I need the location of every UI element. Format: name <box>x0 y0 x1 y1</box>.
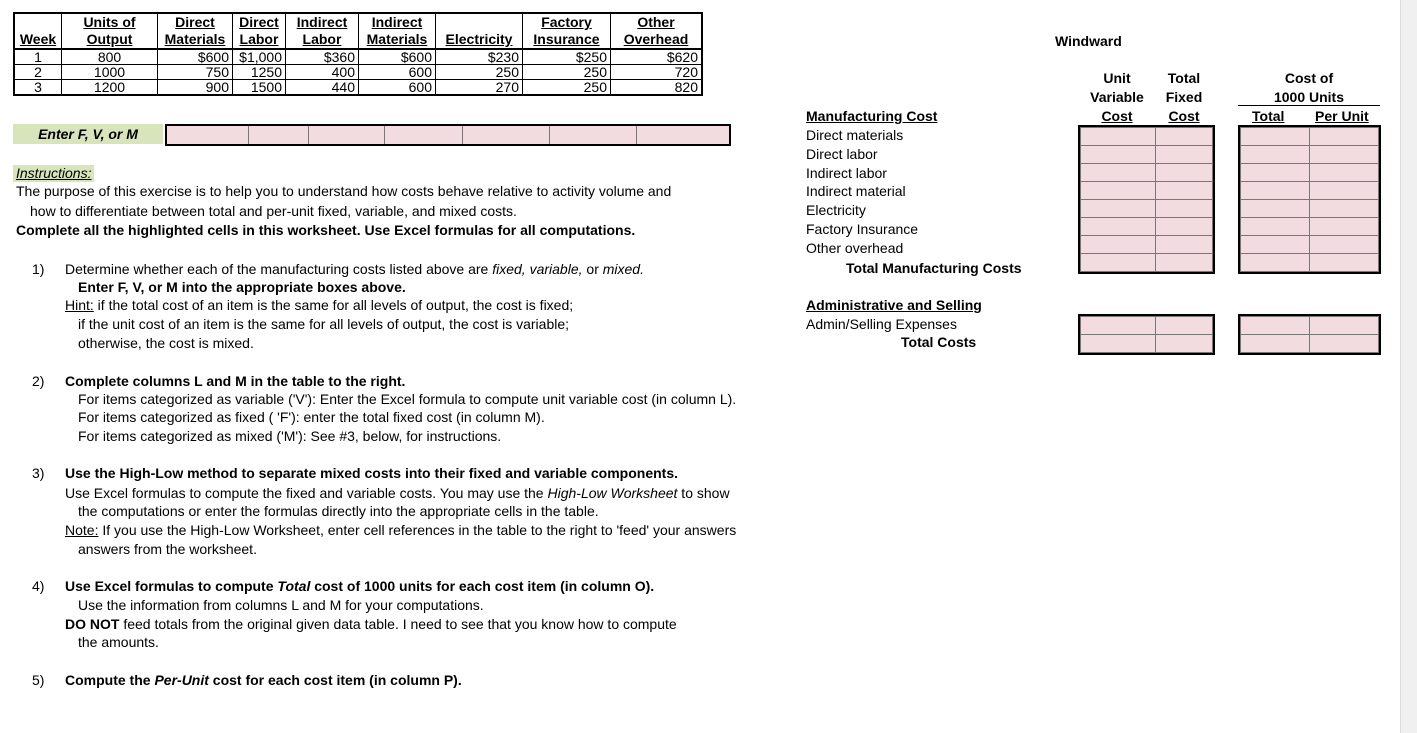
table-cell[interactable]: 800 <box>62 49 158 65</box>
input-cell[interactable] <box>1241 146 1310 164</box>
fvm-input-cell[interactable] <box>248 126 308 144</box>
cost-item-label: Indirect labor <box>806 165 887 181</box>
header-cell: Insurance <box>523 31 611 49</box>
input-cell[interactable] <box>1081 335 1156 353</box>
cost-item-label: Electricity <box>806 202 866 218</box>
unit-variable-header: Unit Variable Cost <box>1090 70 1144 124</box>
header-cell <box>436 13 523 31</box>
fvm-input-cell[interactable] <box>549 126 636 144</box>
intro-text: Complete all the highlighted cells in this worksheet. Use Excel formulas for all computations. <box>16 222 636 238</box>
step-text: Compute the Per-Unit cost for each cost item (in column P). <box>65 672 462 688</box>
header-cell: Other <box>611 13 703 31</box>
step-text: Hint: if the total cost of an item is the same for all levels of output, the cost is fixed; <box>65 297 574 313</box>
input-cell[interactable] <box>1156 182 1213 200</box>
input-cell[interactable] <box>1241 182 1310 200</box>
fvm-input-cell[interactable] <box>167 126 248 144</box>
step-text: answers from the worksheet. <box>78 541 257 557</box>
step-number: 5) <box>32 672 45 688</box>
table-cell[interactable]: 400 <box>286 65 359 80</box>
table-cell[interactable]: 820 <box>611 80 703 96</box>
input-cell[interactable] <box>1156 236 1213 254</box>
cost-1000-units-grid <box>1238 125 1381 274</box>
table-cell[interactable]: 270 <box>436 80 523 96</box>
step-text: Determine whether each of the manufacturing costs listed above are fixed, variable, or mixed. <box>65 261 644 277</box>
header-cell: Output <box>62 31 158 49</box>
input-cell[interactable] <box>1156 335 1213 353</box>
header-cell: Indirect <box>359 13 436 31</box>
cost-item-label: Indirect material <box>806 183 906 199</box>
input-cell[interactable] <box>1241 200 1310 218</box>
fvm-input-cell[interactable] <box>384 126 462 144</box>
header-cell: Factory <box>523 13 611 31</box>
input-cell[interactable] <box>1310 335 1379 353</box>
table-cell[interactable]: 720 <box>611 65 703 80</box>
table-cell[interactable]: $600 <box>359 49 436 65</box>
input-cell[interactable] <box>1310 218 1379 236</box>
step-number: 4) <box>32 578 45 594</box>
step-text: For items categorized as mixed ('M'): See #3, below, for instructions. <box>78 428 502 444</box>
input-cell[interactable] <box>1241 317 1310 335</box>
table-cell[interactable]: 1250 <box>233 65 286 80</box>
input-cell[interactable] <box>1156 200 1213 218</box>
step-text: Use the High-Low method to separate mixed costs into their fixed and variable components. <box>65 465 678 481</box>
header-cell: Direct <box>158 13 233 31</box>
input-cell[interactable] <box>1241 218 1310 236</box>
step-text: For items categorized as fixed ( 'F'): enter the total fixed cost (in column M). <box>78 409 545 425</box>
header-cell: Labor <box>233 31 286 49</box>
table-cell[interactable]: 1000 <box>62 65 158 80</box>
input-cell[interactable] <box>1310 164 1379 182</box>
table-cell[interactable]: $620 <box>611 49 703 65</box>
input-cell[interactable] <box>1241 335 1310 353</box>
table-cell[interactable]: 750 <box>158 65 233 80</box>
cost-of-header: Cost of 1000 Units <box>1273 70 1345 105</box>
fvm-label: Enter F, V, or M <box>13 124 163 144</box>
header-cell: Direct <box>233 13 286 31</box>
total-fixed-header: Total Fixed Cost <box>1165 70 1203 124</box>
table-cell[interactable]: 600 <box>359 80 436 96</box>
input-cell[interactable] <box>1241 128 1310 146</box>
input-cell[interactable] <box>1310 182 1379 200</box>
table-cell[interactable]: 3 <box>14 80 62 96</box>
instructions-label: Instructions: <box>13 165 94 182</box>
cost-item-label: Other overhead <box>806 240 904 256</box>
table-cell[interactable]: 1500 <box>233 80 286 96</box>
table-cell[interactable]: $360 <box>286 49 359 65</box>
table-cell[interactable]: $1,000 <box>233 49 286 65</box>
total-costs-label: Total Costs <box>901 334 977 350</box>
input-cell[interactable] <box>1081 254 1156 272</box>
unit-variable-fixed-grid <box>1078 125 1215 274</box>
cost-item-label: Factory Insurance <box>806 221 919 237</box>
step-text: Use Excel formulas to compute the fixed and variable costs. You may use the High-Low Worksheet to show <box>65 485 730 501</box>
manufacturing-cost-heading: Manufacturing Cost <box>806 108 938 124</box>
input-cell[interactable] <box>1310 128 1379 146</box>
input-cell[interactable] <box>1310 200 1379 218</box>
step-text: Complete columns L and M in the table to the right. <box>65 373 406 389</box>
step-text: the amounts. <box>78 634 159 650</box>
step-text: Note: If you use the High-Low Worksheet, enter cell references in the table to the right to 'feed' your answers <box>65 522 737 538</box>
step-text: Enter F, V, or M into the appropriate boxes above. <box>78 279 406 295</box>
input-cell[interactable] <box>1156 254 1213 272</box>
header-cell: Week <box>14 31 62 49</box>
input-cell[interactable] <box>1310 236 1379 254</box>
admin-unit-fixed-grid <box>1078 314 1215 355</box>
input-cell[interactable] <box>1081 218 1156 236</box>
header-cell: Units of <box>62 13 158 31</box>
table-cell[interactable]: 250 <box>523 80 611 96</box>
intro-text: The purpose of this exercise is to help you to understand how costs behave relative to activity volume and <box>16 183 672 199</box>
vertical-scrollbar[interactable] <box>1400 0 1417 733</box>
input-cell[interactable] <box>1081 128 1156 146</box>
table-cell[interactable]: $230 <box>436 49 523 65</box>
intro-text: how to differentiate between total and per-unit fixed, variable, and mixed costs. <box>30 203 517 219</box>
step-number: 2) <box>32 373 45 389</box>
cost-item-label: Admin/Selling Expenses <box>806 316 957 332</box>
input-cell[interactable] <box>1241 236 1310 254</box>
input-cell[interactable] <box>1156 164 1213 182</box>
per-unit-header: Per Unit <box>1315 108 1369 124</box>
table-cell[interactable]: 250 <box>523 65 611 80</box>
step-text: otherwise, the cost is mixed. <box>78 335 254 351</box>
input-cell[interactable] <box>1081 164 1156 182</box>
fvm-input-cell[interactable] <box>636 126 729 144</box>
table-row <box>14 65 702 80</box>
input-cell[interactable] <box>1156 317 1213 335</box>
input-cell[interactable] <box>1081 236 1156 254</box>
table-cell[interactable]: $250 <box>523 49 611 65</box>
table-cell[interactable]: 600 <box>359 65 436 80</box>
input-cell[interactable] <box>1081 317 1156 335</box>
step-text: DO NOT feed totals from the original given data table. I need to see that you know how to compute <box>65 616 677 632</box>
table-cell[interactable]: 250 <box>436 65 523 80</box>
step-text: For items categorized as variable ('V'): Enter the Excel formula to compute unit variable cost (in column L). <box>78 391 737 407</box>
table-cell[interactable]: 2 <box>14 65 62 80</box>
input-cell[interactable] <box>1081 200 1156 218</box>
step-text: if the unit cost of an item is the same for all levels of output, the cost is variable; <box>78 316 570 332</box>
cost-item-label: Direct labor <box>806 146 878 162</box>
header-cell: Indirect <box>286 13 359 31</box>
fvm-input-cell[interactable] <box>308 126 384 144</box>
table-cell[interactable]: 900 <box>158 80 233 96</box>
table-cell[interactable]: $600 <box>158 49 233 65</box>
table-cell[interactable]: 1 <box>14 49 62 65</box>
input-cell[interactable] <box>1241 164 1310 182</box>
step-number: 1) <box>32 261 45 277</box>
table-cell[interactable]: 440 <box>286 80 359 96</box>
header-cell: Electricity <box>436 31 523 49</box>
input-cell[interactable] <box>1081 146 1156 164</box>
header-cell <box>14 13 62 31</box>
input-cell[interactable] <box>1241 254 1310 272</box>
input-cell[interactable] <box>1156 146 1213 164</box>
header-cell: Materials <box>359 31 436 49</box>
fvm-input-row <box>165 124 731 146</box>
input-cell[interactable] <box>1081 182 1156 200</box>
company-name: Windward <box>1055 33 1122 49</box>
admin-cost-1000-grid <box>1238 314 1381 355</box>
header-cell: Materials <box>158 31 233 49</box>
admin-selling-heading: Administrative and Selling <box>806 297 982 313</box>
total-manufacturing-label: Total Manufacturing Costs <box>846 260 1022 276</box>
input-cell[interactable] <box>1310 317 1379 335</box>
cost-item-label: Direct materials <box>806 127 904 143</box>
table-row <box>14 80 702 96</box>
table-row <box>14 49 702 65</box>
step-text: the computations or enter the formulas directly into the appropriate cells in the table. <box>78 503 599 519</box>
step-text: Use Excel formulas to compute Total cost of 1000 units for each cost item (in column O). <box>65 578 655 594</box>
input-cell[interactable] <box>1156 218 1213 236</box>
total-header: Total <box>1252 108 1285 124</box>
table-cell[interactable]: 1200 <box>62 80 158 96</box>
input-cell[interactable] <box>1310 254 1379 272</box>
cost-data-table <box>13 12 703 96</box>
step-number: 3) <box>32 465 45 481</box>
fvm-input-cell[interactable] <box>462 126 549 144</box>
divider <box>1238 105 1380 106</box>
step-text: Use the information from columns L and M for your computations. <box>78 597 484 613</box>
header-cell: Overhead <box>611 31 703 49</box>
input-cell[interactable] <box>1156 128 1213 146</box>
input-cell[interactable] <box>1310 146 1379 164</box>
header-cell: Labor <box>286 31 359 49</box>
